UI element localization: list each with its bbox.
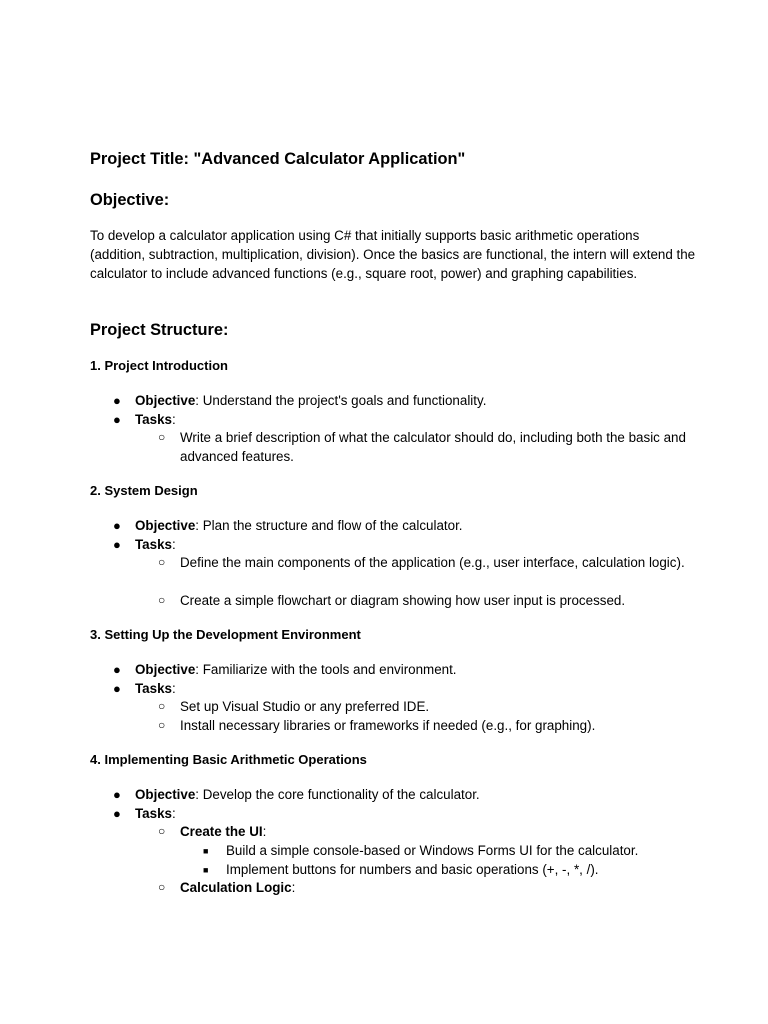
- objective-item-text: : Understand the project's goals and functionality.: [195, 393, 487, 408]
- task-item: Set up Visual Studio or any preferred IDE.: [180, 699, 430, 714]
- bullet-dot: ●: [113, 537, 121, 552]
- task-item: Define the main components of the application (e.g., user interface, calculation logic).: [180, 555, 685, 570]
- bullet-circle: ○: [158, 824, 166, 838]
- section-heading: 4. Implementing Basic Arithmetic Operations: [90, 752, 367, 767]
- objective-item: [135, 391, 486, 410]
- objective-label: Objective: [135, 518, 196, 533]
- bullet-dot: ●: [113, 393, 121, 408]
- bullet-dot: ●: [113, 806, 121, 821]
- tasks-label: Tasks: [135, 681, 172, 696]
- tasks-item: [135, 679, 176, 698]
- section-heading: 2. System Design: [90, 483, 198, 498]
- bullet-dot: ●: [113, 662, 121, 677]
- bullet-square: ■: [203, 846, 209, 856]
- subtask-label: Calculation Logic: [180, 880, 292, 895]
- subtask-colon: :: [291, 880, 296, 895]
- task-item: Write a brief description of what the calculator should do, including both the basic and advanced features.: [180, 430, 686, 464]
- objective-label: Objective: [135, 662, 196, 677]
- bullet-dot: ●: [113, 518, 121, 533]
- tasks-label: Tasks: [135, 412, 172, 427]
- bullet-circle: ○: [158, 699, 166, 713]
- section-heading: 3. Setting Up the Development Environment: [90, 627, 361, 642]
- tasks-label: Tasks: [135, 537, 172, 552]
- bullet-dot: ●: [113, 412, 121, 427]
- objective-item: [135, 785, 480, 804]
- objective-label: Objective: [135, 393, 196, 408]
- bullet-dot: ●: [113, 787, 121, 802]
- bullet-dot: ●: [113, 681, 121, 696]
- bullet-circle: ○: [158, 430, 166, 444]
- tasks-colon: :: [171, 681, 176, 696]
- tasks-item: [135, 535, 176, 554]
- subtask-item: [180, 822, 690, 841]
- objective-item: [135, 516, 463, 535]
- project-title: Project Title: "Advanced Calculator Application": [90, 150, 466, 168]
- bullet-circle: ○: [158, 718, 166, 732]
- bullet-circle: ○: [158, 880, 166, 894]
- tasks-label: Tasks: [135, 806, 172, 821]
- objective-item-text: : Plan the structure and flow of the calculator.: [195, 518, 463, 533]
- bullet-square: ■: [203, 865, 209, 875]
- subtask-colon: :: [262, 824, 267, 839]
- subtask-item: [180, 878, 690, 897]
- objective-label: Objective: [135, 787, 196, 802]
- tasks-item: [135, 410, 176, 429]
- subtask-detail: Implement buttons for numbers and basic operations (+, -, *, /).: [226, 862, 599, 877]
- objective-item-text: : Develop the core functionality of the calculator.: [195, 787, 480, 802]
- subtask-detail: Build a simple console-based or Windows Forms UI for the calculator.: [226, 843, 639, 858]
- tasks-colon: :: [171, 806, 176, 821]
- bullet-circle: ○: [158, 555, 166, 569]
- structure-heading: Project Structure:: [90, 321, 229, 339]
- task-item: Create a simple flowchart or diagram showing how user input is processed.: [180, 593, 626, 608]
- tasks-colon: :: [171, 412, 176, 427]
- tasks-item: [135, 804, 176, 823]
- objective-heading: Objective:: [90, 191, 170, 209]
- task-item: Install necessary libraries or frameworks if needed (e.g., for graphing).: [180, 718, 596, 733]
- tasks-colon: :: [171, 537, 176, 552]
- objective-item: [135, 660, 457, 679]
- objective-item-text: : Familiarize with the tools and environment.: [195, 662, 457, 677]
- objective-paragraph: To develop a calculator application using C# that initially supports basic arithmetic operations (addition, subtraction, multiplication, division). Once the basics are functional, the intern will extend the calculator to include advanced functions (e.g., square root, power) and graphing capabilities.: [90, 228, 696, 281]
- section-heading: 1. Project Introduction: [90, 358, 228, 373]
- subtask-label: Create the UI: [180, 824, 263, 839]
- bullet-circle: ○: [158, 593, 166, 607]
